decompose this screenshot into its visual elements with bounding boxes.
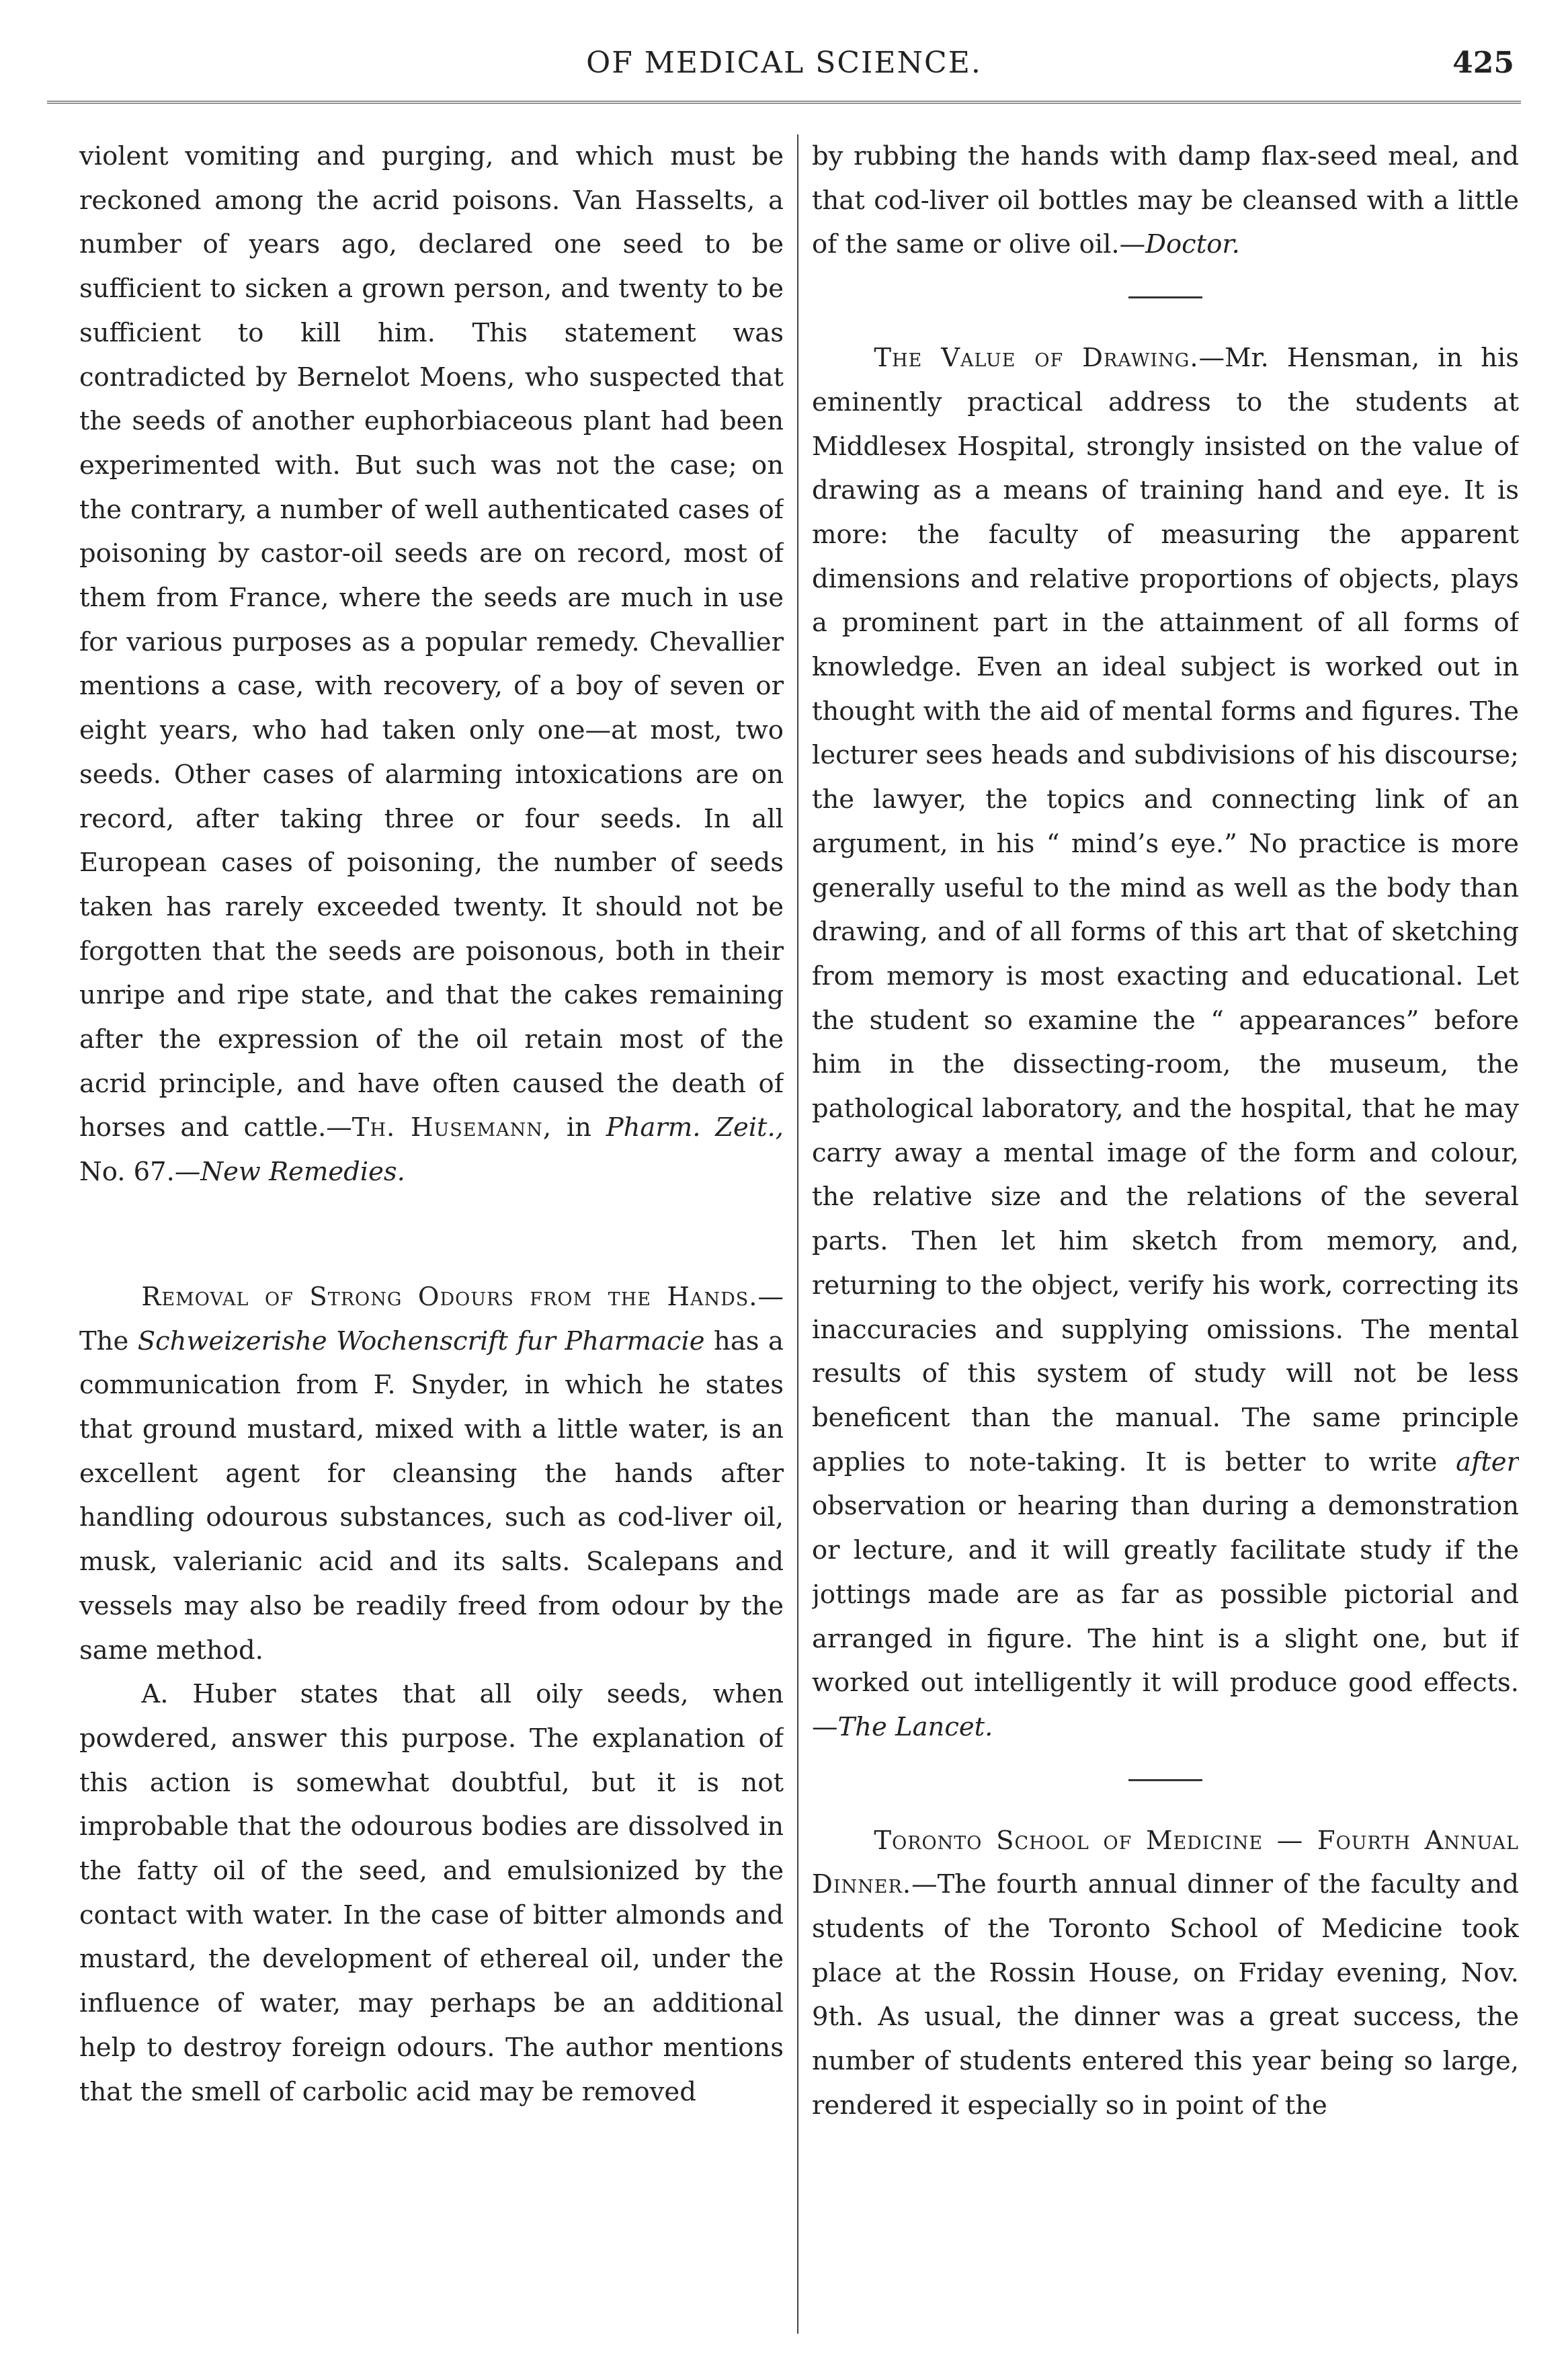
castor-oil-in: in: [552, 1112, 606, 1143]
drawing-article: [812, 336, 1519, 1750]
castor-oil-source: New Remedies.: [200, 1157, 405, 1188]
castor-oil-article: [79, 134, 784, 1194]
toronto-heading: Toronto School of Medicine — Fourth Annual Dinner.: [812, 1825, 1519, 1900]
odours-text-1: —The: [79, 1281, 784, 1356]
section-separator: [1128, 1779, 1202, 1781]
column-divider: [797, 134, 798, 2334]
section-gap: [79, 1194, 784, 1275]
drawing-heading: The Value of Drawing.: [874, 343, 1199, 374]
odours-journal: Schweizerishe Wochenscrift fur Pharmacie: [137, 1325, 705, 1356]
odours-continued: [812, 134, 1519, 267]
odours-source: Doctor.: [1145, 229, 1240, 260]
right-column: [812, 134, 1519, 2347]
drawing-text-2: observation or hearing than during a demonstration or lecture, and it will greatly facilitate study if the jottings made are as far as possible pictorial and arranged in figure. The hint is a slight one, but if worked out intelligently it will produce good effects.—: [812, 1491, 1519, 1742]
odours-text-2: has a communication from F. Snyder, in which he states that ground mustard, mixed with a little water, is an excellent agent for cleansing the hands after handling odourous substances, such as cod-liver oil, musk, valerianic acid and its salts. Scalepans and vessels may also be readily freed from odour by the same method.: [79, 1325, 784, 1666]
castor-oil-author: Th. Husemann,: [352, 1112, 552, 1143]
left-column: [79, 134, 784, 2347]
toronto-text: —The fourth annual dinner of the faculty and students of the Toronto School of Medicine took place at the Rossin House, on Friday evening, Nov. 9th. As usual, the dinner was a great success, the number of students entered this year being so large, rendered it especially so in point of the: [812, 1869, 1519, 2121]
drawing-source: The Lancet.: [837, 1711, 993, 1742]
castor-oil-journal: Pharm. Zeit.,: [606, 1112, 784, 1143]
section-separator: [1128, 296, 1202, 298]
running-title: OF MEDICAL SCIENCE.: [586, 46, 982, 80]
toronto-article: [812, 1819, 1519, 2128]
castor-oil-text: violent vomiting and purging, and which must be reckoned among the acrid poisons. Van Hasselts, a number of years ago, declared one seed to be sufficient to sicken a grown person, and twenty to be sufficient to kill him. This statement was contradicted by Bernelot Moens, who suspected that the seeds of another euphorbiaceous plant had been experimented with. But such was not the case; on the contrary, a number of well authenticated cases of poisoning by castor-oil seeds are on record, most of them from France, where the seeds are much in use for various purposes as a popular remedy. Chevallier mentions a case, with recovery, of a boy of seven or eight years, who had taken only one—at most, two seeds. Other cases of alarming intoxications are on record, after taking three or four seeds. In all European cases of poisoning, the number of seeds taken has rarely exceeded twenty. It should not be forgotten that the seeds are poisonous, both in their unripe and ripe state, and that the cakes remaining after the expression of the oil retain most of the acrid principle, and have often caused the death of horses and cattle.—: [79, 141, 784, 1143]
huber-text: A. Huber states that all oily seeds, when powdered, answer this purpose. The explanation of this action is somewhat doubtful, but it is not improbable that the odourous bodies are dissolved in the fatty oil of the seed, and emulsionized by the contact with water. In the case of bitter almonds and mustard, the development of ethereal oil, under the influence of water, may perhaps be an additional help to destroy foreign odours. The author mentions that the smell of carbolic acid may be removed: [79, 1679, 784, 2107]
castor-oil-number: No. 67.—: [79, 1157, 201, 1188]
drawing-text-1: —Mr. Hensman, in his eminently practical address to the students at Middlesex Hospital, strongly insisted on the value of drawing as a means of training hand and eye. It is more: the faculty of measuring the apparent dimensions and relative proportions of objects, plays a prominent part in the attainment of all forms of knowledge. Even an ideal subject is worked out in thought with the aid of mental forms and figures. The lecturer sees heads and subdivisions of his discourse; the lawyer, the topics and connecting link of an argument, in his “ mind’s eye.” No practice is more generally useful to the mind as well as the body than drawing, and of all forms of this art that of sketching from memory is most exacting and educational. Let the student so examine the “ appearances” before him in the dissecting-room, the museum, the pathological laboratory, and the hospital, that he may carry away a mental image of the form and colour, the relative size and the relations of the several parts. Then let him sketch from memory, and, returning to the object, verify his work, correcting its inaccuracies and supplying omissions. The mental results of this system of study will not be less beneficent than the manual. The same principle applies to note-taking. It is better to write: [812, 343, 1519, 1477]
page-header: [40, 32, 1528, 99]
drawing-after: after: [1456, 1446, 1519, 1477]
odours-article: [79, 1275, 784, 1672]
odours-heading: Removal of Strong Odours from the Hands.: [141, 1281, 758, 1312]
header-rule: [47, 101, 1521, 104]
page-number: 425: [1452, 46, 1514, 80]
odours-continued-text: by rubbing the hands with damp flax-seed meal, and that cod-liver oil bottles may be cleansed with a little of the same or olive oil.—: [812, 141, 1519, 260]
huber-paragraph: [79, 1672, 784, 2114]
